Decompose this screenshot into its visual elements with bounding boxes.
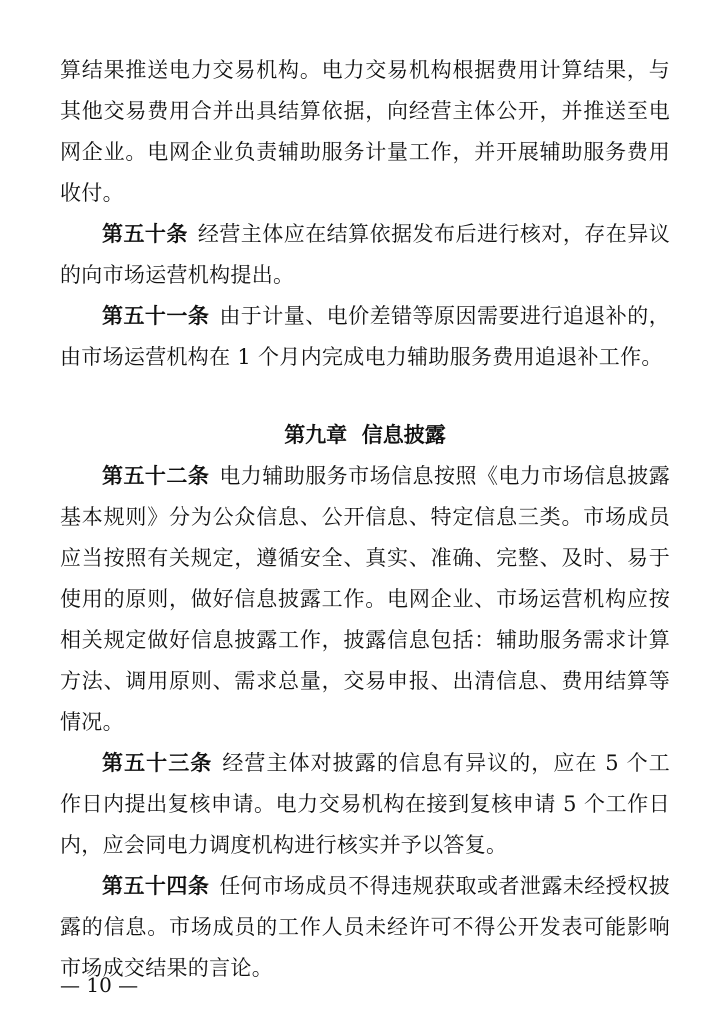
page-number: — 10 —: [60, 973, 139, 997]
article-51: [60, 296, 670, 378]
article-54-label: 第五十四条: [102, 874, 210, 898]
article-53-label: 第五十三条: [102, 751, 213, 775]
chapter-title: 第九章 信息披露: [284, 423, 446, 447]
article-52: [60, 456, 670, 743]
article-50-text: 经营主体应在结算依据发布后进行核对，存在异议的向市场运营机构提出。: [60, 222, 670, 287]
article-51-label: 第五十一条: [102, 304, 210, 328]
article-51-text: 由于计量、电价差错等原因需要进行追退补的，由市场运营机构在 1 个月内完成电力辅助服务费用追退补工作。: [60, 304, 670, 369]
article-52-label: 第五十二条: [102, 464, 210, 488]
article-54-text: 任何市场成员不得违规获取或者泄露未经授权披露的信息。市场成员的工作人员未经许可不得公开发表可能影响市场成交结果的言论。: [60, 874, 670, 980]
article-52-text: 电力辅助服务市场信息按照《电力市场信息披露基本规则》分为公众信息、公开信息、特定信息三类。市场成员应当按照有关规定，遵循安全、真实、准确、完整、及时、易于使用的原则，做好信息披露工作。电网企业、市场运营机构应按相关规定做好信息披露工作，披露信息包括：辅助服务需求计算方法、调用原则、需求总量，交易申报、出清信息、费用结算等情况。: [60, 464, 670, 734]
document-page: [60, 50, 670, 989]
article-53-text: 经营主体对披露的信息有异议的，应在 5 个工作日内提出复核申请。电力交易机构在接到复核申请 5 个工作日内，应会同电力调度机构进行核实并予以答复。: [60, 751, 671, 857]
intro-paragraph: 算结果推送电力交易机构。电力交易机构根据费用计算结果，与其他交易费用合并出具结算依据，向经营主体公开，并推送至电网企业。电网企业负责辅助服务计量工作，并开展辅助服务费用收付。: [60, 58, 670, 205]
article-50-label: 第五十条: [102, 222, 188, 246]
article-54: [60, 866, 670, 989]
article-50: [60, 214, 670, 296]
article-53: [60, 743, 670, 866]
